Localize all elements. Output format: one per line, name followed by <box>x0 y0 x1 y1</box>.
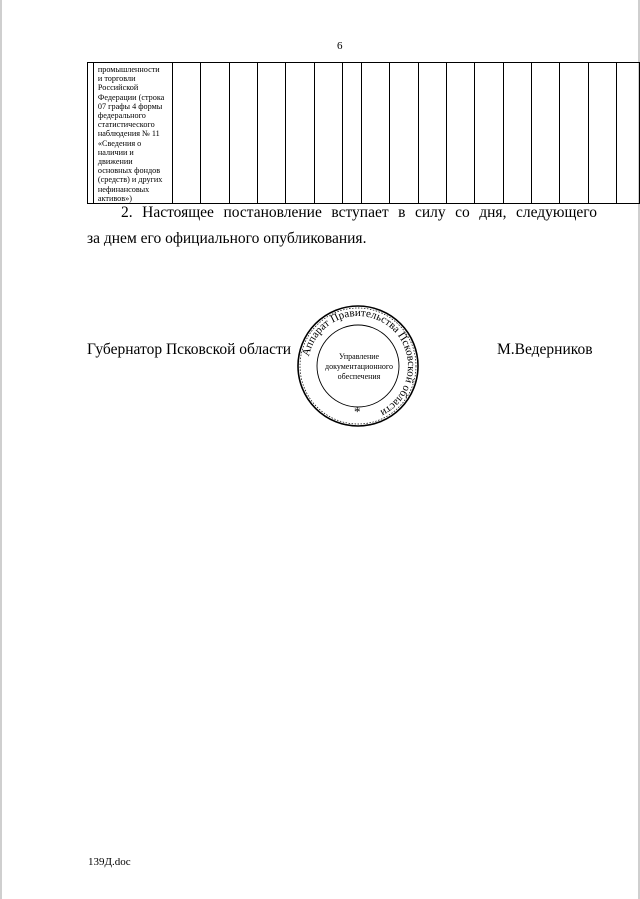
table-cell-empty <box>390 63 418 204</box>
seal-inner-line: документационного <box>325 362 393 371</box>
seal-ring-text: Аппарат Правительства Псковской области <box>300 306 418 419</box>
paragraph-line-2: за днем его официального опубликования. <box>87 230 367 247</box>
scan-edge-left <box>0 0 2 899</box>
cell-line: промышленности <box>97 65 160 74</box>
table-cell-empty <box>201 63 229 204</box>
table-cell-empty <box>560 63 588 204</box>
seal-star-icon: * <box>354 404 361 419</box>
cell-line: нефинансовых <box>97 184 150 194</box>
table-cell-empty <box>343 63 362 204</box>
table-cell-empty <box>286 63 314 204</box>
table-row <box>88 63 640 204</box>
cell-line: (средств) и других <box>97 175 163 185</box>
seal-inner-text <box>317 352 401 382</box>
table-cell-empty <box>617 63 640 204</box>
signature-name: М.Ведерников <box>497 341 593 358</box>
effective-date-paragraph <box>87 200 597 252</box>
governor-title: Губернатор Псковской области <box>87 341 292 358</box>
cell-line: 07 графы 4 формы <box>97 101 163 111</box>
table-cell-empty <box>503 63 531 204</box>
seal-inner-line: Управление <box>338 352 380 361</box>
cell-line: Федерации (строка <box>97 92 165 102</box>
table-cell-empty <box>418 63 446 204</box>
page-number: 6 <box>337 40 343 52</box>
cell-line: наблюдения № 11 <box>97 129 160 139</box>
cell-line: наличии и <box>97 147 134 157</box>
table-cell-description <box>93 63 172 204</box>
cell-line: федерального <box>97 111 146 121</box>
table-cell-empty <box>588 63 616 204</box>
paragraph-line-1: 2. Настоящее постановление вступает в силу со дня, следующего <box>121 204 597 221</box>
table-cell-empty <box>475 63 503 204</box>
continuation-table <box>87 62 640 204</box>
table-cell-empty <box>361 63 389 204</box>
table-cell-empty <box>257 63 285 204</box>
cell-line: движении <box>97 157 133 167</box>
table-cell-empty <box>446 63 474 204</box>
document-filename: 139Д.doc <box>88 856 131 868</box>
cell-line: Российской <box>97 83 139 93</box>
cell-line: основных фондов <box>97 166 161 176</box>
cell-line: «Сведения о <box>97 138 142 148</box>
table-cell-empty <box>229 63 257 204</box>
cell-line: статистического <box>97 120 155 130</box>
table-cell-empty <box>172 63 200 204</box>
cell-line: и торговли <box>97 74 136 84</box>
table-cell-empty <box>532 63 560 204</box>
table-cell-empty <box>314 63 342 204</box>
seal-inner-line: обеспечения <box>337 372 381 381</box>
cell-line: активов») <box>97 193 132 203</box>
